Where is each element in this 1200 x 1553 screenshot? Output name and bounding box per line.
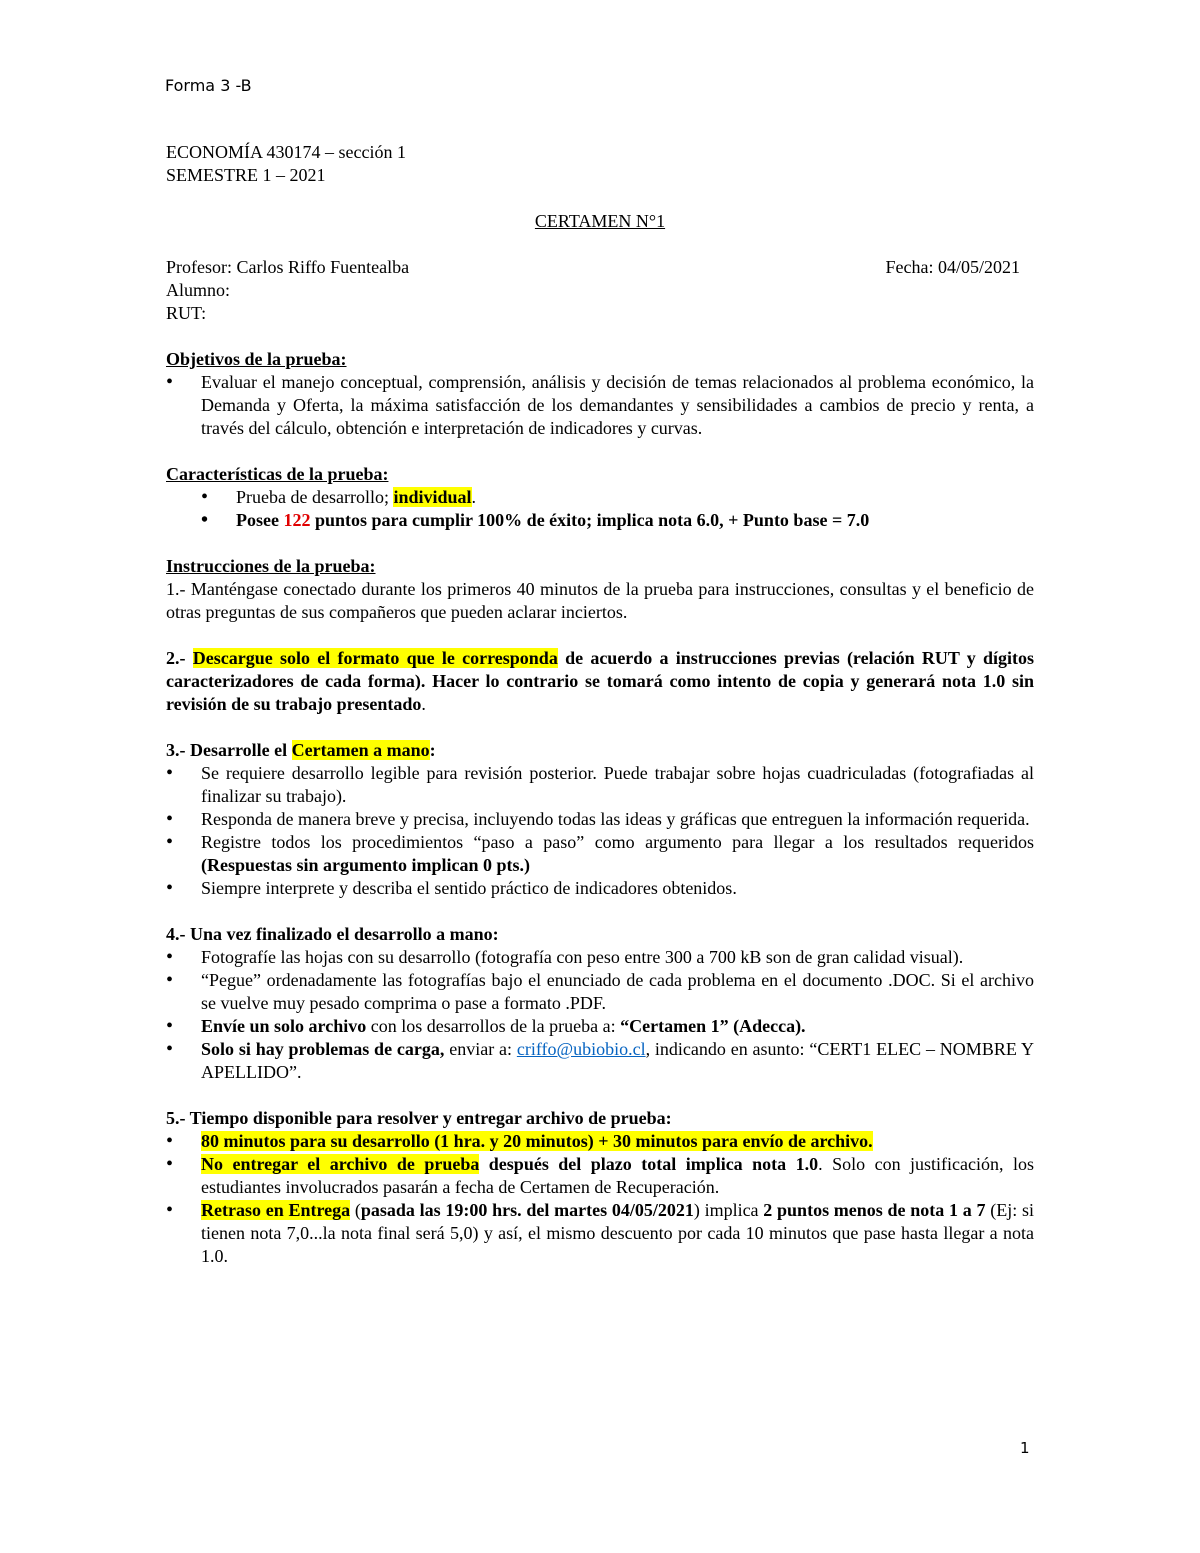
- list-item: • Solo si hay problemas de carga, enviar a: criffo@ubiobio.cl, indicando en asunto: “CERT1 ELEC – NOMBRE Y APELLIDO”.: [166, 1038, 1034, 1084]
- list-item: • Retraso en Entrega (pasada las 19:00 hrs. del martes 04/05/2021) implica 2 puntos menos de nota 1 a 7 (Ej: si tienen nota 7,0...la nota final será 5,0) y así, el mismo descuento por cada 10 minutos que pase hasta llegar a nota 1.0.: [166, 1199, 1034, 1268]
- list-item: • Posee 122 puntos para cumplir 100% de éxito; implica nota 6.0, + Punto base = 7.0: [166, 509, 1034, 532]
- form-label: Forma 3 -B: [165, 76, 252, 95]
- instruction-2: 2.- Descargue solo el formato que le corresponda de acuerdo a instrucciones previas (relación RUT y dígitos caracterizadores de cada forma). Hacer lo contrario se tomará como intento de copia y generará nota 1.0 sin revisión de su trabajo presentado.: [166, 648, 1035, 714]
- objectives-heading: Objetivos de la prueba:: [166, 349, 347, 369]
- student-label: Alumno:: [166, 280, 231, 300]
- date-label: Fecha: 04/05/2021: [885, 257, 1020, 277]
- instruction-1: 1.- Manténgase conectado durante los primeros 40 minutos de la prueba para instrucciones, consultas y el beneficio de otras preguntas de sus compañeros que pueden aclarar inciertos.: [166, 579, 1034, 622]
- list-item: • Se requiere desarrollo legible para revisión posterior. Puede trabajar sobre hojas cuadriculadas (fotografiadas al finalizar su trabajo).: [166, 762, 1034, 808]
- individual-highlight: individual: [393, 487, 472, 507]
- professor-label: Profesor: Carlos Riffo Fuentealba: [166, 257, 410, 277]
- list-item: • “Pegue” ordenadamente las fotografías bajo el enunciado de cada problema en el documento .DOC. Si el archivo se vuelve muy pesado comprima o pase a formato .PDF.: [166, 969, 1034, 1015]
- instructions-heading: Instrucciones de la prueba:: [166, 556, 376, 576]
- course-line: ECONOMÍA 430174 – sección 1: [166, 142, 406, 162]
- list-item: • Registre todos los procedimientos “paso a paso” como argumento para llegar a los resultados requeridos (Respuestas sin argumento implican 0 pts.): [166, 831, 1034, 877]
- list-item: • Responda de manera breve y precisa, incluyendo todas las ideas y gráficas que entreguen la información requerida.: [166, 808, 1034, 831]
- rut-label: RUT:: [166, 303, 207, 323]
- characteristics-heading: Características de la prueba:: [166, 464, 389, 484]
- instruction-5-list: [166, 1130, 1034, 1268]
- page-number: 1: [1020, 1439, 1030, 1457]
- list-item: • Prueba de desarrollo; individual.: [166, 486, 1034, 509]
- points-value: 122: [283, 510, 311, 530]
- list-item: • No entregar el archivo de prueba después del plazo total implica nota 1.0. Solo con justificación, los estudiantes involucrados pasarán a fecha de Certamen de Recuperación.: [166, 1153, 1034, 1199]
- instruction-3-list: [166, 762, 1034, 900]
- instruction-4-list: [166, 946, 1034, 1084]
- list-item: • Fotografíe las hojas con su desarrollo (fotografía con peso entre 300 a 700 kB son de gran calidad visual).: [166, 946, 1034, 969]
- list-item: • 80 minutos para su desarrollo (1 hra. y 20 minutos) + 30 minutos para envío de archivo.: [166, 1130, 1034, 1153]
- document-body: [166, 141, 1034, 1268]
- objectives-list: [166, 371, 1034, 440]
- list-item: • Siempre interprete y describa el sentido práctico de indicadores obtenidos.: [166, 877, 1034, 900]
- professor-date-row: [166, 256, 1020, 279]
- list-item: • Evaluar el manejo conceptual, comprensión, análisis y decisión de temas relacionados al problema económico, la Demanda y Oferta, la máxima satisfacción de los demandantes y sensibilidades a cambios de precio y renta, a través del cálculo, obtención e interpretación de indicadores y curvas.: [166, 371, 1034, 440]
- instruction-4-heading: 4.- Una vez finalizado el desarrollo a mano:: [166, 924, 499, 944]
- page-title: CERTAMEN N°1: [534, 211, 666, 231]
- semester-line: SEMESTRE 1 – 2021: [166, 165, 326, 185]
- characteristics-list: [166, 486, 1034, 532]
- email-link[interactable]: criffo@ubiobio.cl: [516, 1039, 646, 1059]
- instruction-3-heading: 3.- Desarrolle el Certamen a mano:: [166, 740, 436, 760]
- list-item: • Envíe un solo archivo con los desarrollos de la prueba a: “Certamen 1” (Adecca).: [166, 1015, 1034, 1038]
- instruction-5-heading: 5.- Tiempo disponible para resolver y entregar archivo de prueba:: [166, 1108, 672, 1128]
